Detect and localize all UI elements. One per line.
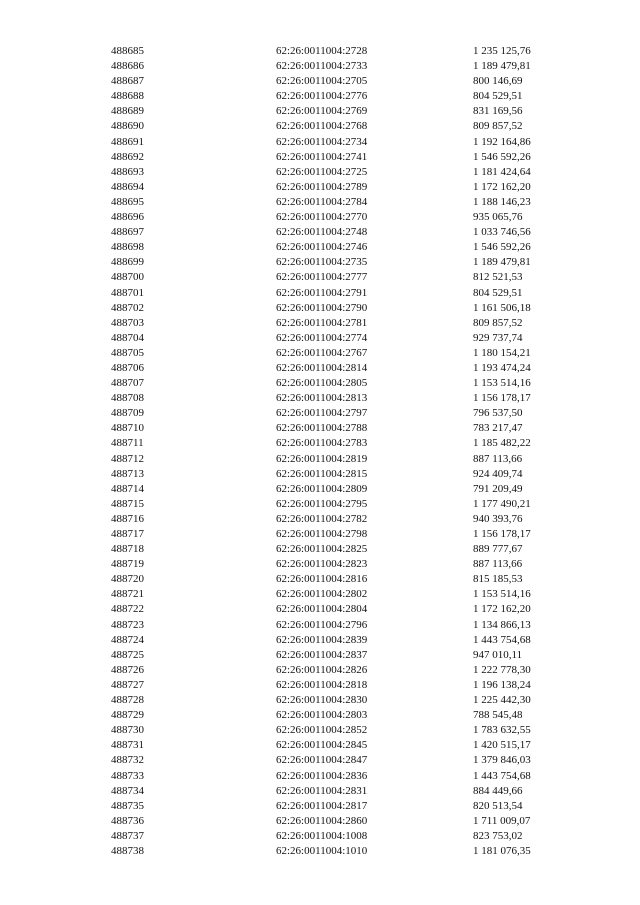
cadastral-number: 62:26:0011004:2781 bbox=[276, 316, 368, 329]
table-row bbox=[111, 165, 551, 180]
table-row bbox=[111, 89, 551, 104]
cadastral-value: 1 443 754,68 bbox=[473, 769, 531, 782]
cadastral-number: 62:26:0011004:2813 bbox=[276, 392, 368, 405]
row-number: 488686 bbox=[111, 60, 144, 73]
cadastral-value: 788 545,48 bbox=[473, 709, 523, 722]
table-row bbox=[111, 769, 551, 784]
cadastral-number: 62:26:0011004:2860 bbox=[276, 814, 368, 827]
table-row bbox=[111, 135, 551, 150]
table-row bbox=[111, 678, 551, 693]
table-row bbox=[111, 512, 551, 527]
cadastral-value: 1 188 146,23 bbox=[473, 195, 531, 208]
row-number: 488712 bbox=[111, 452, 144, 465]
table-row bbox=[111, 844, 551, 859]
cadastral-number: 62:26:0011004:1008 bbox=[276, 829, 368, 842]
table-row bbox=[111, 618, 551, 633]
table-row bbox=[111, 693, 551, 708]
table-row bbox=[111, 527, 551, 542]
row-number: 488685 bbox=[111, 45, 144, 57]
table-row bbox=[111, 482, 551, 497]
cadastral-value: 1 546 592,26 bbox=[473, 150, 531, 163]
row-number: 488698 bbox=[111, 241, 144, 254]
cadastral-value: 887 113,66 bbox=[473, 452, 523, 465]
cadastral-number: 62:26:0011004:2805 bbox=[276, 377, 368, 390]
row-number: 488706 bbox=[111, 361, 144, 374]
cadastral-value: 1 783 632,55 bbox=[473, 724, 531, 737]
table-row bbox=[111, 829, 551, 844]
cadastral-value: 1 172 162,20 bbox=[473, 603, 531, 616]
table-row bbox=[111, 376, 551, 391]
row-number: 488729 bbox=[111, 709, 144, 722]
cadastral-number: 62:26:0011004:2734 bbox=[276, 135, 368, 148]
table-row bbox=[111, 452, 551, 467]
cadastral-value: 783 217,47 bbox=[473, 422, 523, 435]
row-number: 488728 bbox=[111, 694, 144, 707]
table-row bbox=[111, 602, 551, 617]
row-number: 488727 bbox=[111, 678, 144, 691]
cadastral-value: 804 529,51 bbox=[473, 286, 523, 299]
cadastral-value: 796 537,50 bbox=[473, 407, 523, 420]
row-number: 488737 bbox=[111, 829, 144, 842]
cadastral-value: 1 033 746,56 bbox=[473, 226, 531, 239]
cadastral-number: 62:26:0011004:2804 bbox=[276, 603, 368, 616]
row-number: 488723 bbox=[111, 618, 144, 631]
cadastral-value: 1 172 162,20 bbox=[473, 180, 531, 193]
table-row bbox=[111, 708, 551, 723]
table-row bbox=[111, 648, 551, 663]
row-number: 488719 bbox=[111, 558, 144, 571]
cadastral-value-table bbox=[111, 44, 551, 859]
row-number: 488711 bbox=[111, 437, 144, 450]
cadastral-value: 1 420 515,17 bbox=[473, 739, 531, 752]
table-row bbox=[111, 104, 551, 119]
cadastral-number: 62:26:0011004:2735 bbox=[276, 256, 368, 269]
table-row bbox=[111, 723, 551, 738]
row-number: 488710 bbox=[111, 422, 144, 435]
table-row bbox=[111, 421, 551, 436]
cadastral-value: 791 209,49 bbox=[473, 482, 523, 495]
cadastral-number: 62:26:0011004:2796 bbox=[276, 618, 368, 631]
cadastral-value: 924 409,74 bbox=[473, 467, 523, 480]
row-number: 488717 bbox=[111, 528, 144, 540]
table-row bbox=[111, 572, 551, 587]
table-row bbox=[111, 557, 551, 572]
row-number: 488725 bbox=[111, 648, 144, 661]
table-row bbox=[111, 663, 551, 678]
row-number: 488694 bbox=[111, 180, 144, 193]
cadastral-number: 62:26:0011004:2741 bbox=[276, 150, 368, 163]
cadastral-value: 1 189 479,81 bbox=[473, 256, 531, 269]
cadastral-number: 62:26:0011004:2795 bbox=[276, 497, 368, 510]
table-row bbox=[111, 784, 551, 799]
table-row bbox=[111, 346, 551, 361]
cadastral-number: 62:26:0011004:2791 bbox=[276, 286, 368, 299]
row-number: 488707 bbox=[111, 377, 144, 390]
cadastral-value: 884 449,66 bbox=[473, 784, 523, 797]
row-number: 488693 bbox=[111, 165, 144, 178]
row-number: 488696 bbox=[111, 211, 144, 224]
row-number: 488708 bbox=[111, 392, 144, 405]
cadastral-number: 62:26:0011004:2788 bbox=[276, 422, 368, 435]
cadastral-value: 1 225 442,30 bbox=[473, 694, 531, 707]
cadastral-value: 1 156 178,17 bbox=[473, 528, 531, 540]
cadastral-value: 1 193 474,24 bbox=[473, 361, 531, 374]
row-number: 488691 bbox=[111, 135, 144, 148]
row-number: 488714 bbox=[111, 482, 144, 495]
cadastral-number: 62:26:0011004:2847 bbox=[276, 754, 368, 767]
cadastral-number: 62:26:0011004:2705 bbox=[276, 75, 368, 88]
cadastral-number: 62:26:0011004:2797 bbox=[276, 407, 368, 420]
row-number: 488731 bbox=[111, 739, 144, 752]
row-number: 488721 bbox=[111, 588, 144, 601]
table-row bbox=[111, 44, 551, 59]
cadastral-value: 935 065,76 bbox=[473, 211, 523, 224]
row-number: 488697 bbox=[111, 226, 144, 239]
row-number: 488738 bbox=[111, 844, 144, 857]
cadastral-number: 62:26:0011004:2825 bbox=[276, 543, 368, 556]
table-row bbox=[111, 74, 551, 89]
row-number: 488692 bbox=[111, 150, 144, 163]
cadastral-number: 62:26:0011004:2817 bbox=[276, 799, 368, 812]
row-number: 488722 bbox=[111, 603, 144, 616]
cadastral-value: 809 857,52 bbox=[473, 316, 523, 329]
table-row bbox=[111, 542, 551, 557]
cadastral-number: 62:26:0011004:2777 bbox=[276, 271, 368, 284]
cadastral-number: 62:26:0011004:2725 bbox=[276, 165, 368, 178]
cadastral-value: 1 711 009,07 bbox=[473, 814, 531, 827]
table-row bbox=[111, 270, 551, 285]
cadastral-number: 62:26:0011004:2776 bbox=[276, 90, 368, 103]
table-row bbox=[111, 119, 551, 134]
cadastral-value: 1 235 125,76 bbox=[473, 45, 531, 57]
cadastral-number: 62:26:0011004:2769 bbox=[276, 105, 368, 118]
cadastral-number: 62:26:0011004:2802 bbox=[276, 588, 368, 601]
cadastral-value: 1 185 482,22 bbox=[473, 437, 531, 450]
cadastral-number: 62:26:0011004:2837 bbox=[276, 648, 368, 661]
cadastral-value: 1 546 592,26 bbox=[473, 241, 531, 254]
cadastral-value: 1 153 514,16 bbox=[473, 588, 531, 601]
cadastral-number: 62:26:0011004:2748 bbox=[276, 226, 368, 239]
cadastral-number: 62:26:0011004:2836 bbox=[276, 769, 368, 782]
table-row bbox=[111, 316, 551, 331]
cadastral-value: 889 777,67 bbox=[473, 543, 523, 556]
table-row bbox=[111, 225, 551, 240]
cadastral-value: 804 529,51 bbox=[473, 90, 523, 103]
table-row bbox=[111, 633, 551, 648]
cadastral-number: 62:26:0011004:2809 bbox=[276, 482, 368, 495]
cadastral-number: 62:26:0011004:2816 bbox=[276, 573, 368, 586]
cadastral-value: 940 393,76 bbox=[473, 512, 523, 525]
cadastral-number: 62:26:0011004:2790 bbox=[276, 301, 368, 314]
row-number: 488715 bbox=[111, 497, 144, 510]
table-row bbox=[111, 240, 551, 255]
cadastral-number: 62:26:0011004:2830 bbox=[276, 694, 368, 707]
row-number: 488734 bbox=[111, 784, 144, 797]
cadastral-value: 800 146,69 bbox=[473, 75, 523, 88]
row-number: 488701 bbox=[111, 286, 144, 299]
row-number: 488695 bbox=[111, 195, 144, 208]
cadastral-number: 62:26:0011004:2770 bbox=[276, 211, 368, 224]
cadastral-number: 62:26:0011004:1010 bbox=[276, 844, 368, 857]
cadastral-value: 1 161 506,18 bbox=[473, 301, 531, 314]
table-row bbox=[111, 497, 551, 512]
table-row bbox=[111, 738, 551, 753]
row-number: 488730 bbox=[111, 724, 144, 737]
table-row bbox=[111, 814, 551, 829]
table-row bbox=[111, 210, 551, 225]
cadastral-number: 62:26:0011004:2814 bbox=[276, 361, 368, 374]
cadastral-number: 62:26:0011004:2789 bbox=[276, 180, 368, 193]
row-number: 488713 bbox=[111, 467, 144, 480]
table-row bbox=[111, 799, 551, 814]
row-number: 488736 bbox=[111, 814, 144, 827]
cadastral-number: 62:26:0011004:2845 bbox=[276, 739, 368, 752]
row-number: 488720 bbox=[111, 573, 144, 586]
cadastral-value: 1 181 424,64 bbox=[473, 165, 531, 178]
cadastral-value: 815 185,53 bbox=[473, 573, 523, 586]
cadastral-number: 62:26:0011004:2798 bbox=[276, 528, 368, 540]
row-number: 488702 bbox=[111, 301, 144, 314]
cadastral-number: 62:26:0011004:2746 bbox=[276, 241, 368, 254]
cadastral-value: 1 192 164,86 bbox=[473, 135, 531, 148]
table-row bbox=[111, 391, 551, 406]
table-row bbox=[111, 753, 551, 768]
cadastral-number: 62:26:0011004:2783 bbox=[276, 437, 368, 450]
row-number: 488703 bbox=[111, 316, 144, 329]
cadastral-value: 1 180 154,21 bbox=[473, 346, 531, 359]
table-row bbox=[111, 59, 551, 74]
table-row bbox=[111, 286, 551, 301]
table-row bbox=[111, 467, 551, 482]
cadastral-value: 1 177 490,21 bbox=[473, 497, 531, 510]
row-number: 488687 bbox=[111, 75, 144, 88]
cadastral-value: 1 189 479,81 bbox=[473, 60, 531, 73]
row-number: 488699 bbox=[111, 256, 144, 269]
table-row bbox=[111, 150, 551, 165]
table-row bbox=[111, 255, 551, 270]
cadastral-value: 809 857,52 bbox=[473, 120, 523, 133]
row-number: 488688 bbox=[111, 90, 144, 103]
table-row bbox=[111, 361, 551, 376]
row-number: 488733 bbox=[111, 769, 144, 782]
row-number: 488704 bbox=[111, 331, 144, 344]
row-number: 488716 bbox=[111, 512, 144, 525]
cadastral-value: 1 443 754,68 bbox=[473, 633, 531, 646]
cadastral-value: 929 737,74 bbox=[473, 331, 523, 344]
row-number: 488724 bbox=[111, 633, 144, 646]
row-number: 488705 bbox=[111, 346, 144, 359]
cadastral-value: 887 113,66 bbox=[473, 558, 523, 571]
cadastral-value: 1 379 846,03 bbox=[473, 754, 531, 767]
row-number: 488690 bbox=[111, 120, 144, 133]
cadastral-number: 62:26:0011004:2768 bbox=[276, 120, 368, 133]
row-number: 488732 bbox=[111, 754, 144, 767]
cadastral-value: 812 521,53 bbox=[473, 271, 523, 284]
cadastral-number: 62:26:0011004:2819 bbox=[276, 452, 368, 465]
cadastral-value: 823 753,02 bbox=[473, 829, 523, 842]
cadastral-value: 1 153 514,16 bbox=[473, 377, 531, 390]
cadastral-value: 1 156 178,17 bbox=[473, 392, 531, 405]
row-number: 488700 bbox=[111, 271, 144, 284]
row-number: 488726 bbox=[111, 663, 144, 676]
cadastral-number: 62:26:0011004:2774 bbox=[276, 331, 368, 344]
cadastral-value: 1 134 866,13 bbox=[473, 618, 531, 631]
cadastral-number: 62:26:0011004:2818 bbox=[276, 678, 368, 691]
cadastral-value: 1 181 076,35 bbox=[473, 844, 531, 857]
cadastral-value: 947 010,11 bbox=[473, 648, 523, 661]
table-row bbox=[111, 436, 551, 451]
cadastral-number: 62:26:0011004:2815 bbox=[276, 467, 368, 480]
cadastral-number: 62:26:0011004:2767 bbox=[276, 346, 368, 359]
table-row bbox=[111, 195, 551, 210]
table-row bbox=[111, 180, 551, 195]
cadastral-number: 62:26:0011004:2852 bbox=[276, 724, 368, 737]
cadastral-value: 1 222 778,30 bbox=[473, 663, 531, 676]
cadastral-number: 62:26:0011004:2839 bbox=[276, 633, 368, 646]
cadastral-value: 820 513,54 bbox=[473, 799, 523, 812]
row-number: 488689 bbox=[111, 105, 144, 118]
cadastral-number: 62:26:0011004:2784 bbox=[276, 195, 368, 208]
row-number: 488735 bbox=[111, 799, 144, 812]
cadastral-number: 62:26:0011004:2782 bbox=[276, 512, 368, 525]
table-row bbox=[111, 587, 551, 602]
cadastral-number: 62:26:0011004:2733 bbox=[276, 60, 368, 73]
table-row bbox=[111, 301, 551, 316]
table-row bbox=[111, 331, 551, 346]
cadastral-number: 62:26:0011004:2728 bbox=[276, 45, 368, 57]
row-number: 488709 bbox=[111, 407, 144, 420]
table-row bbox=[111, 406, 551, 421]
cadastral-value: 1 196 138,24 bbox=[473, 678, 531, 691]
row-number: 488718 bbox=[111, 543, 144, 556]
cadastral-number: 62:26:0011004:2823 bbox=[276, 558, 368, 571]
cadastral-number: 62:26:0011004:2826 bbox=[276, 663, 368, 676]
cadastral-number: 62:26:0011004:2831 bbox=[276, 784, 368, 797]
cadastral-value: 831 169,56 bbox=[473, 105, 523, 118]
cadastral-number: 62:26:0011004:2803 bbox=[276, 709, 368, 722]
